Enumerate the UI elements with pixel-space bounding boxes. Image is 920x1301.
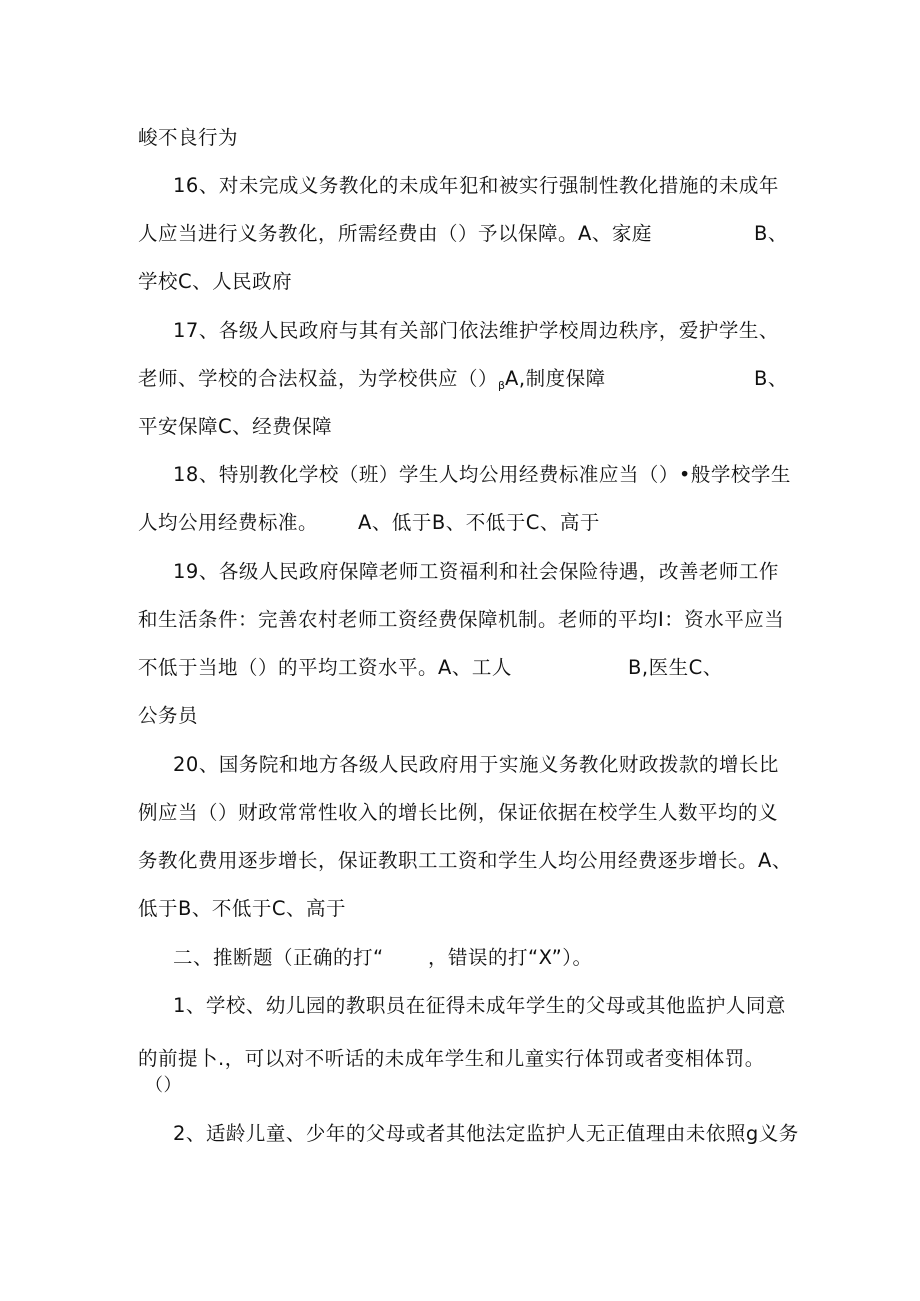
- options-line: A、低于B、不低于C、高于: [358, 511, 600, 534]
- section-heading-cont: ，错误的打“X”）。: [428, 946, 593, 969]
- judgment-2: 2、适龄儿童、少年的父母或者其他法定监护人无正值理由未依照g义务: [173, 1122, 799, 1145]
- option-label: B、: [754, 367, 788, 390]
- question-18: 18、特别教化学校（班）学生人均公用经费标准应当（）•般学校学生: [173, 463, 791, 486]
- text-line: 峻不良行为: [138, 126, 239, 149]
- text-line: 的前提卜.，可以对不听话的未成年学生和儿童实行体罚或者变相体罚。: [138, 1047, 765, 1070]
- text-line: 低于B、不低于C、高于: [138, 897, 346, 920]
- text-line: 人均公用经费标准。: [138, 511, 319, 534]
- text-line: 平安保障C、经费保障: [138, 415, 333, 438]
- question-20: 20、国务院和地方各级人民政府用于实施义务教化财政拨款的增长比: [173, 753, 779, 776]
- text-line: 公务员: [138, 704, 199, 727]
- options-line: B,医生C、: [628, 656, 723, 679]
- question-19: 19、各级人民政府保障老师工资福利和社会保险待遇，改善老师工作: [173, 560, 779, 583]
- stray-mark: β: [498, 379, 506, 392]
- question-16: 16、对未完成义务教化的未成年犯和被实行强制性教化措施的未成年: [173, 174, 779, 197]
- answer-blank: （）: [145, 1075, 182, 1096]
- section-heading: 二、推断题（正确的打“: [173, 946, 384, 969]
- text-line: [138, 367, 606, 398]
- text-line: 例应当（）财政常常性收入的增长比例，保证依据在校学生人数平均的义: [138, 801, 779, 824]
- text-line: 人应当进行义务教化，所需经费由（）予以保障。A、家庭: [138, 222, 652, 245]
- text-line: 和生活条件：完善农村老师工资经费保障机制。老师的平均I：资水平应当: [138, 608, 785, 631]
- question-17: 17、各级人民政府与其有关部门依法维护学校周边秩序，爱护学生、: [173, 319, 779, 342]
- text-line: 学校C、人民政府: [138, 270, 293, 293]
- text-line: 务教化费用逐步增长，保证教职工工资和学生人均公用经费逐步增长。A、: [138, 849, 792, 872]
- option-label: B、: [754, 222, 788, 245]
- text-segment: 老师、学校的合法权益，为学校供应（）: [138, 367, 499, 390]
- text-segment: A,制度保障: [505, 367, 606, 390]
- judgment-1: 1、学校、幼儿园的教职员在征得未成年学生的父母或其他监护人同意: [173, 994, 786, 1017]
- text-line: 不低于当地（）的平均工资水平。A、工人: [138, 656, 512, 679]
